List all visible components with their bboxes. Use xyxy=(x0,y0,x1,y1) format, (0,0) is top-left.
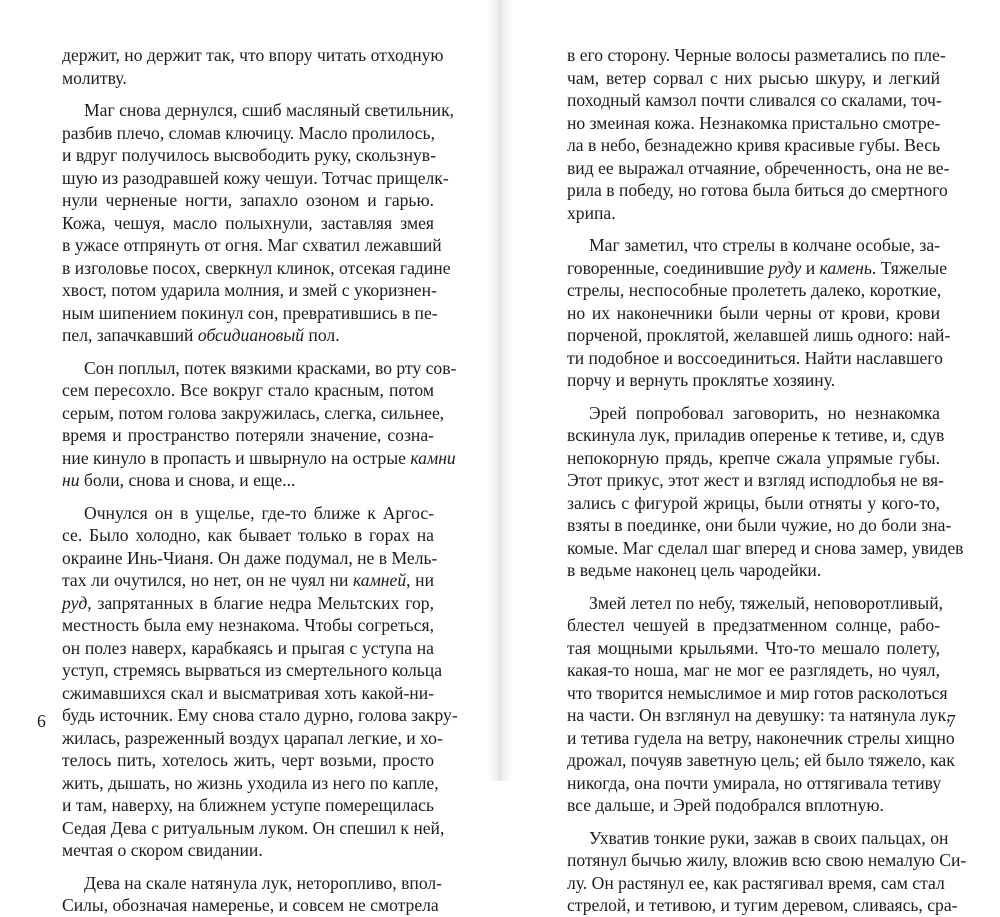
right-page-text xyxy=(567,44,967,917)
text-line: Очнулся он в ущелье, где-то ближе к Аргос- xyxy=(84,502,434,523)
text-line: дрожал, почуяв заветную цель; ей было тяжело, как xyxy=(567,750,955,770)
text-line: ным шипением покинул сон, превратившись в пе- xyxy=(62,302,438,323)
text-line: и вдруг получилось высвободить руку, скользнув- xyxy=(62,145,436,165)
text-line: комые. Маг сделал шаг вперед и снова замер, увидев xyxy=(567,537,964,558)
text-line: лу. Он растянул ее, как растягивал время, сам стал xyxy=(567,872,945,893)
text-line: стрелы, неспособные пролететь далеко, короткие, xyxy=(567,280,942,300)
left-page xyxy=(0,0,500,915)
italic-word: руду xyxy=(768,257,802,278)
text-line: взяты в поединке, они были чужие, но до боли зна- xyxy=(567,515,952,535)
text-span: ние кинуло в пропасть и швырнуло на острые xyxy=(62,447,411,468)
italic-word: камней xyxy=(352,570,407,590)
text-line: Дева на скале натянула лук, неторопливо, впол- xyxy=(84,872,443,893)
text-line: Сон поплыл, потек вязкими красками, во рту сов- xyxy=(84,357,457,378)
text-line: жить, дышать, но жизнь уходила из него по капле, xyxy=(62,772,439,793)
italic-word: камень xyxy=(819,257,872,278)
text-line: блестел чешуей в предзатменном солнце, рабо- xyxy=(567,615,940,635)
text-line: Маг снова дернулся, сшиб масляный светильник, xyxy=(84,100,455,120)
text-line: стрелой, и тетивою, и тугим деревом, сливаясь, сра- xyxy=(567,895,958,915)
text-line: серым, потом голова закружилась, слегка, сильнее, xyxy=(62,402,445,423)
text-line: Кожа, чешуя, масло полыхнули, заставляя змея xyxy=(62,212,434,233)
page-number: 7 xyxy=(947,711,956,731)
text-line: зались с фигурой жрицы, были отняты у кого-то, xyxy=(567,492,940,513)
text-line: се. Было холодно, как бывает только в горах на xyxy=(62,525,434,545)
text-line: окраине Инь-Чианя. Он даже подумал, не в Мель- xyxy=(62,547,438,568)
text-line: местность была ему незнакома. Чтобы согреться, xyxy=(62,615,434,635)
text-line: чам, ветер сорвал с них рысью шкуру, и легкий xyxy=(567,67,940,88)
text-line: молитву. xyxy=(62,67,127,88)
text-line: хрипа. xyxy=(567,202,616,223)
italic-word: камни xyxy=(410,447,456,468)
text-line: Седая Дева с ритуальным луком. Он спешил к ней, xyxy=(62,817,445,838)
text-line: и там, наверху, на ближнем уступе померещилась xyxy=(62,795,434,815)
text-line: непокорную прядь, крепче сжала упрямые губы. xyxy=(567,447,940,468)
text-line: ла в небо, безнадежно кривя красивые губы. Весь xyxy=(567,135,941,155)
text-line: Этот прикус, этот жест и взгляд исподлобья не вя- xyxy=(567,470,944,490)
text-line: на части. Он взглянул на девушку: та натянула лук, xyxy=(567,705,951,725)
text-line: телось пить, хотелось жить, черт возьми, просто xyxy=(62,750,434,770)
text-line: в его сторону. Черные волосы разметались по пле- xyxy=(567,45,946,65)
text-line: Змей летел по небу, тяжелый, неповоротливый, xyxy=(589,592,944,613)
text-span: , ни xyxy=(406,570,434,590)
text-span: говоренные, соединившие xyxy=(567,257,769,278)
text-span: боли, снова и снова, и еще... xyxy=(79,470,296,490)
text-line: хвост, потом ударила молния, и змей с укоризнен- xyxy=(62,280,437,300)
text-line: Ухватив тонкие руки, зажав в своих пальцах, он xyxy=(589,827,949,848)
text-line: мечтая о скором свидании. xyxy=(62,840,263,860)
text-line: время и пространство потеряли значение, созна- xyxy=(62,425,434,445)
text-line: порчу и вернуть проклятье хозяину. xyxy=(567,370,836,390)
text-line: порченой, проклятой, желавшей лишь одного: най- xyxy=(567,325,951,345)
text-line: в изголовье посох, сверкнул клинок, отсекая гадине xyxy=(62,257,451,278)
text-line: держит, но держит так, что впору читать отходную xyxy=(62,45,444,65)
text-line: в ведьме наконец цель чародейки. xyxy=(567,560,822,580)
book-gutter xyxy=(488,0,512,781)
text-line: что творится немыслимое и мир готов расколоться xyxy=(567,682,948,703)
italic-word: обсидиановый xyxy=(197,325,305,345)
text-line: потянул бычью жилу, вложив всю свою немалую Си- xyxy=(567,850,967,870)
text-span: . Тяжелые xyxy=(871,257,948,278)
text-span: тах ли очутился, но нет, он не чуял ни xyxy=(62,570,353,590)
text-line: уступ, стремясь вырваться из смертельного кольца xyxy=(62,660,443,680)
text-line xyxy=(62,592,434,615)
text-line: Маг заметил, что стрелы в колчане особые, за- xyxy=(589,235,940,255)
right-page xyxy=(500,0,1000,915)
text-line: никогда, она почти умирала, но оттягивала тетиву xyxy=(567,772,942,793)
text-line: и тетива гудела на ветру, наконечник стрелы хищно xyxy=(567,727,955,748)
text-line: но змеиная кожа. Незнакомка пристально смотре- xyxy=(567,112,941,133)
text-line xyxy=(567,257,948,280)
text-line xyxy=(62,569,434,592)
text-span: пел, запачкавший xyxy=(62,325,198,345)
text-line: вид ее выражал отчаяние, обреченность, она не ве- xyxy=(567,157,950,178)
text-line: он полез наверх, карабкаясь и прыгая с уступа на xyxy=(62,637,434,658)
italic-word: руд xyxy=(62,592,88,613)
text-line: походный камзол почти сливался со скалами, точ- xyxy=(567,90,942,110)
text-line xyxy=(62,469,434,492)
text-line: ти подобное и воссоединиться. Найти наславшего xyxy=(567,347,943,368)
text-line: нули черненые ногти, запахло озоном и гарью. xyxy=(62,190,434,210)
left-page-text xyxy=(62,44,458,917)
text-span: и xyxy=(801,257,820,278)
text-line: сжимавшихся скал и высматривая хоть какой-ни- xyxy=(62,682,434,703)
text-line: рила в победу, но готова была биться до смертного xyxy=(567,180,948,200)
text-line: какая-то ноша, маг не мог ее разглядеть, но чуял, xyxy=(567,660,940,680)
text-line: Силы, обозначая намеренье, и совсем не смотрела xyxy=(62,895,439,915)
text-line xyxy=(62,324,434,347)
text-span: , запрятанных в благие недра Мельтских гор, xyxy=(87,592,434,613)
text-line: сем пересохло. Все вокруг стало красным, потом xyxy=(62,380,434,400)
text-line: тая мощными крыльями. Что-то мешало полету, xyxy=(567,637,940,658)
text-line: но их наконечники были черны от крови, крови xyxy=(567,302,940,323)
text-line xyxy=(62,447,456,470)
text-line: жилась, разреженный воздух царапал легкие, и хо- xyxy=(62,727,443,748)
text-line: в ужасе отпрянуть от огня. Маг схватил лежавший xyxy=(62,235,442,255)
text-span: пол. xyxy=(304,325,340,345)
text-line: разбив плечо, сломав ключицу. Масло пролилось, xyxy=(62,122,435,143)
text-line: Эрей попробовал заговорить, но незнакомка xyxy=(589,402,940,423)
page-number: 6 xyxy=(37,711,46,731)
text-line: вскинула лук, приладив оперенье к тетиве, и, сдув xyxy=(567,425,945,445)
text-line: шую из разодравшей кожу чешуи. Тотчас прищелк- xyxy=(62,167,449,188)
text-line: будь источник. Ему снова стало дурно, голова закру- xyxy=(62,705,458,725)
italic-word: ни xyxy=(62,470,80,490)
text-line: все дальше, и Эрей подобрался вплотную. xyxy=(567,795,884,815)
